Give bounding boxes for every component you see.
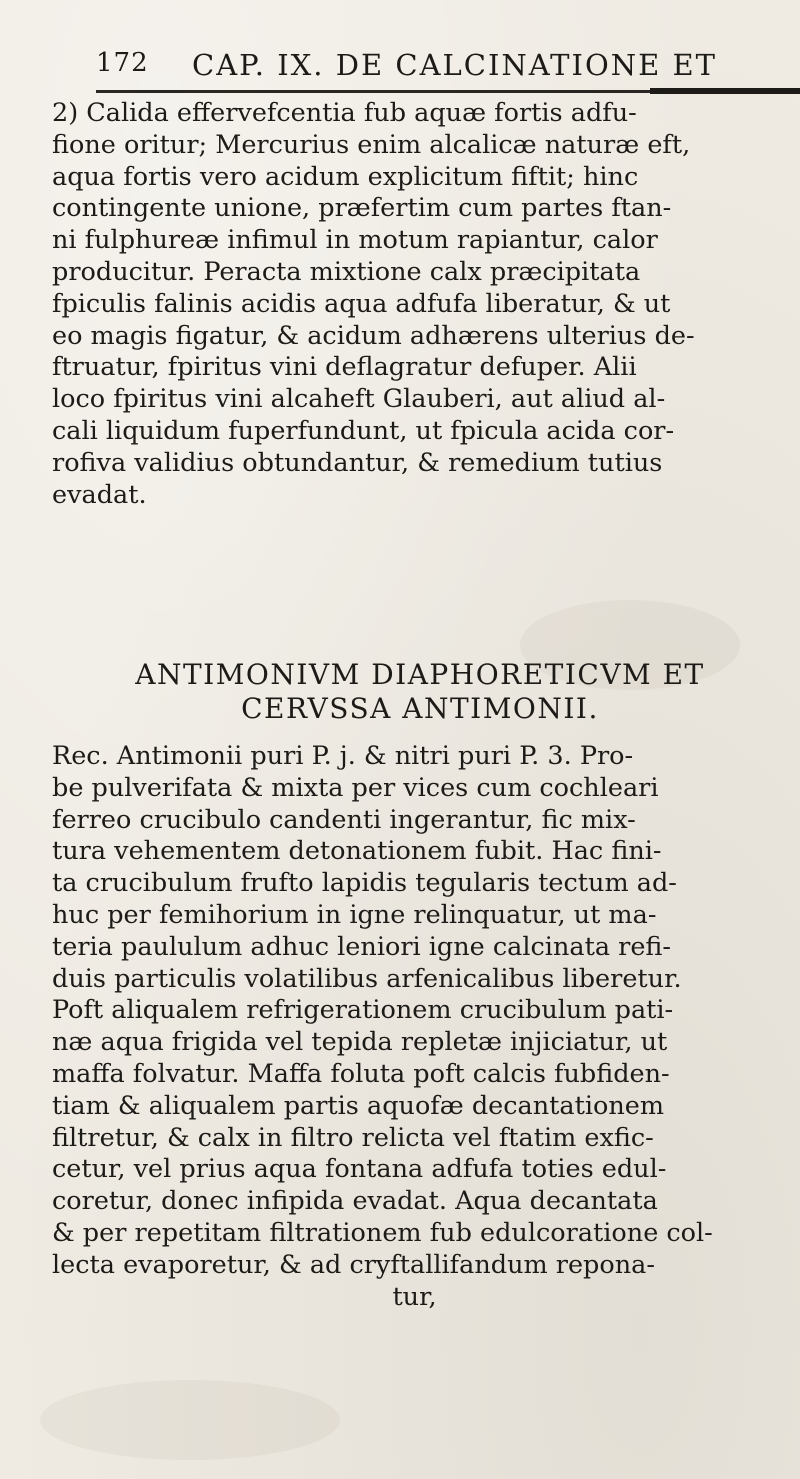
text-line: tura vehementem detonationem fubit. Hac fini- bbox=[52, 836, 662, 867]
text-line: contingente unione, præfertim cum partes ftan- bbox=[52, 193, 672, 224]
text-line: Poft aliqualem refrigerationem crucibulum pati- bbox=[52, 995, 674, 1026]
text-line: eo magis figatur, & acidum adhærens ulterius de- bbox=[52, 320, 695, 351]
running-title: CAP. IX. DE CALCINATIONE ET bbox=[192, 48, 717, 82]
text-line: ni fulphureæ infimul in motum rapiantur, calor bbox=[52, 225, 658, 256]
text-line: huc per femihorium in igne relinquatur, ut ma- bbox=[52, 899, 657, 930]
section-heading-line-2: CERVSSA ANTIMONII. bbox=[241, 692, 599, 725]
text-line: maffa folvatur. Maffa foluta poft calcis fubfiden- bbox=[52, 1058, 670, 1089]
text-line: Rec. Antimonii puri P. j. & nitri puri P. 3. Pro- bbox=[52, 741, 634, 771]
text-line: fpiculis falinis acidis aqua adfufa liberatur, & ut bbox=[52, 288, 671, 319]
page-number: 172 bbox=[96, 48, 149, 78]
text-line: lecta evaporetur, & ad cryftallifandum repona- bbox=[52, 1249, 655, 1280]
section-heading-line-1: ANTIMONIVM DIAPHORETICVM ET bbox=[135, 658, 705, 691]
header-rule-heavy bbox=[650, 88, 800, 94]
text-line: teria paululum adhuc leniori igne calcinata refi- bbox=[52, 931, 672, 962]
text-line: be pulverifata & mixta per vices cum cochleari bbox=[52, 772, 659, 803]
text-line: tiam & aliqualem partis aquofæ decantationem bbox=[52, 1090, 665, 1121]
text-line: næ aqua frigida vel tepida repletæ injiciatur, ut bbox=[52, 1027, 668, 1058]
text-line: duis particulis volatilibus arfenicalibus liberetur. bbox=[52, 963, 682, 994]
text-line: fione oritur; Mercurius enim alcalicæ naturæ eft, bbox=[52, 129, 691, 160]
text-line: producitur. Peracta mixtione calx præcipitata bbox=[52, 256, 641, 287]
text-line: coretur, donec infipida evadat. Aqua decantata bbox=[52, 1186, 658, 1217]
text-line: & per repetitam filtrationem fub edulcoratione col- bbox=[52, 1217, 713, 1248]
text-line: ta crucibulum frufto lapidis tegularis tectum ad- bbox=[52, 868, 677, 899]
running-header bbox=[96, 40, 800, 96]
text-line: rofiva validius obtundantur, & remedium tutius bbox=[52, 447, 663, 478]
text-line: evadat. bbox=[52, 479, 147, 510]
text-line: aqua fortis vero acidum explicitum fiftit; hinc bbox=[52, 161, 639, 192]
paper-stain bbox=[40, 1380, 340, 1460]
text-line: 2) Calida effervefcentia fub aquæ fortis adfu- bbox=[52, 98, 637, 128]
text-line: ftruatur, fpiritus vini deflagratur defuper. Alii bbox=[52, 352, 637, 383]
paragraph-recipe bbox=[52, 741, 798, 1313]
paragraph-calcination-explanation bbox=[52, 98, 798, 511]
text-line: cetur, vel prius aqua fontana adfufa toties edul- bbox=[52, 1154, 667, 1185]
text-line: loco fpiritus vini alcaheft Glauberi, aut aliud al- bbox=[52, 384, 666, 415]
text-line: cali liquidum fuperfundunt, ut fpicula acida cor- bbox=[52, 415, 675, 446]
text-line: ferreo crucibulo candenti ingerantur, fic mix- bbox=[52, 804, 636, 835]
text-line: tur, bbox=[52, 1281, 437, 1312]
text-line: filtretur, & calx in filtro relicta vel ftatim exfic- bbox=[52, 1122, 654, 1153]
